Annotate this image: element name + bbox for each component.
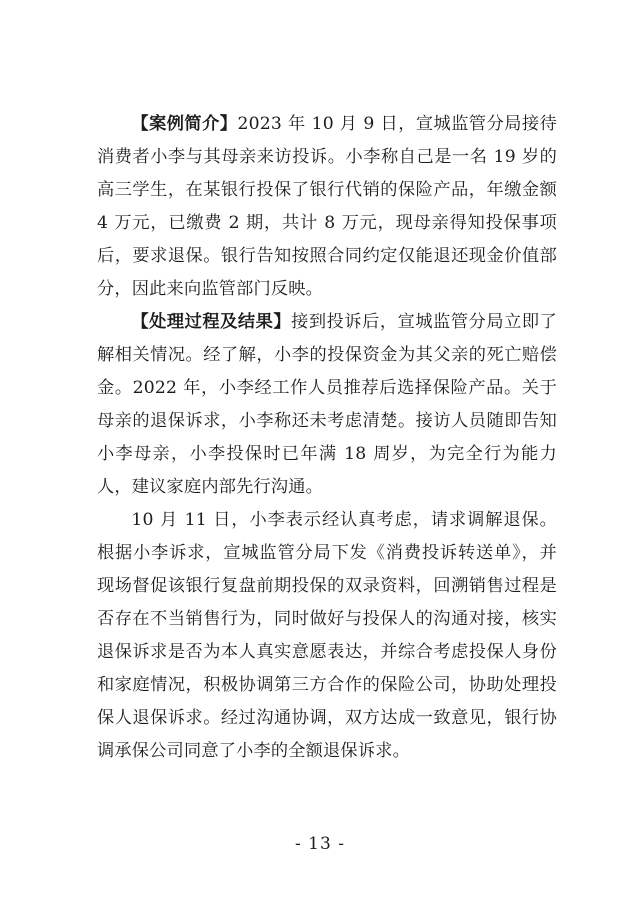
mediation-text: 10 月 11 日，小李表示经认真考虑，请求调解退保。根据小李诉求，宣城监管分局下发《消费投诉转送单》，并现场督促该银行复盘前期投保的双录资料，回溯销售过程是否存在不当销售行为，同时做好与投保人的沟通对接，核实退保诉求是否为本人真实意愿表达，并综合考虑投保人身份和家庭情况，积极协调第三方合作的保险公司，协助处理投保人退保诉求。经过沟通协调，双方达成一致意见，银行协调承保公司同意了小李的全额退保诉求。	[97, 510, 557, 761]
paragraph-case-summary	[97, 108, 557, 306]
case-summary-heading: 【案例简介】	[131, 114, 238, 134]
paragraph-process-result	[97, 306, 557, 504]
process-result-heading: 【处理过程及结果】	[131, 312, 292, 332]
case-summary-text: 2023 年 10 月 9 日，宣城监管分局接待消费者小李与其母亲来访投诉。小李称自己是一名 19 岁的高三学生，在某银行投保了银行代销的保险产品，年缴金额 4 万元，已缴费 2 期，共计 8 万元，现母亲得知投保事项后，要求退保。银行告知按照合同约定仅能退还现金价值部分，因此来向监管部门反映。	[97, 114, 557, 299]
page-number: - 13 -	[295, 834, 345, 854]
process-result-text: 接到投诉后，宣城监管分局立即了解相关情况。经了解，小李的投保资金为其父亲的死亡赔偿金。2022 年，小李经工作人员推荐后选择保险产品。关于母亲的退保诉求，小李称还未考虑清楚。接访人员随即告知小李母亲，小李投保时已年满 18 周岁，为完全行为能力人，建议家庭内部先行沟通。	[97, 312, 557, 497]
paragraph-mediation	[97, 504, 557, 768]
document-body	[97, 108, 557, 768]
